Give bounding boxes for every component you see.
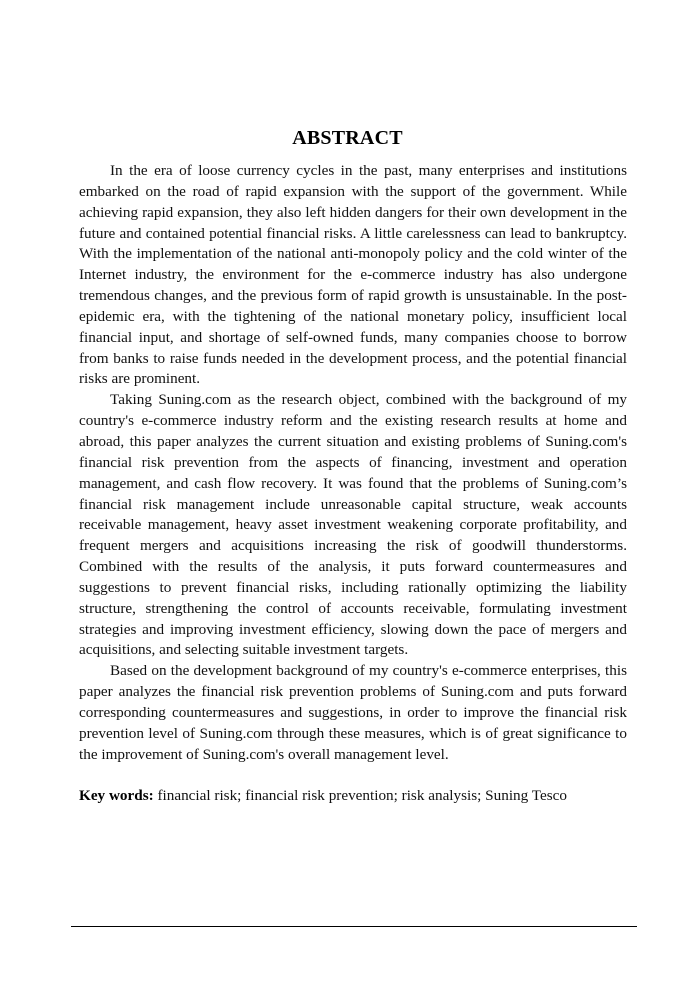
abstract-paragraph-3: Based on the development background of my country's e-commerce enterprises, this paper analyzes the financial risk prevention problems of Suning.com and puts forward corresponding countermeasures and suggestions, in order to improve the financial risk prevention level of Suning.com through these measures, which is of great significance to the improvement of Suning.com's overall management level. (79, 662, 627, 763)
abstract-title: ABSTRACT (292, 127, 403, 149)
keywords-label: Key words: (79, 787, 154, 804)
abstract-paragraph-2: Taking Suning.com as the research object, combined with the background of my country's e-commerce industry reform and the existing research results at home and abroad, this paper analyzes the current situation and existing problems of Suning.com's financial risk prevention from the aspects of financing, investment and operation management, and cash flow recovery. It was found that the problems of Suning.com’s financial risk management include unreasonable capital structure, weak accounts receivable management, heavy asset investment weakening corporate profitability, and frequent mergers and acquisitions increasing the risk of goodwill thunderstorms. Combined with the results of the analysis, it puts forward countermeasures and suggestions to prevent financial risks, including rationally optimizing the liability structure, strengthening the control of accounts receivable, formulating investment strategies and improving investment efficiency, slowing down the pace of mergers and acquisitions, and selecting suitable investment targets. (79, 391, 627, 659)
keywords-line (79, 786, 639, 806)
abstract-paragraph-1: In the era of loose currency cycles in the past, many enterprises and institutions embarked on the road of rapid expansion with the support of the government. While achieving rapid expansion, they also left hidden dangers for their own development in the future and contained potential financial risks. A little carelessness can lead to bankruptcy. With the implementation of the national anti-monopoly policy and the cold winter of the Internet industry, the environment for the e-commerce industry has also undergone tremendous changes, and the previous form of rapid growth is unsustainable. In the post-epidemic era, with the tightening of the national monetary policy, insufficient local financial input, and shortage of self-owned funds, many companies choose to borrow from banks to raise funds needed in the development process, and the potential financial risks are prominent. (79, 162, 627, 388)
abstract-body (79, 161, 627, 765)
keywords-text: financial risk; financial risk prevention; risk analysis; Suning Tesco (153, 787, 567, 804)
footer-divider (71, 926, 637, 927)
